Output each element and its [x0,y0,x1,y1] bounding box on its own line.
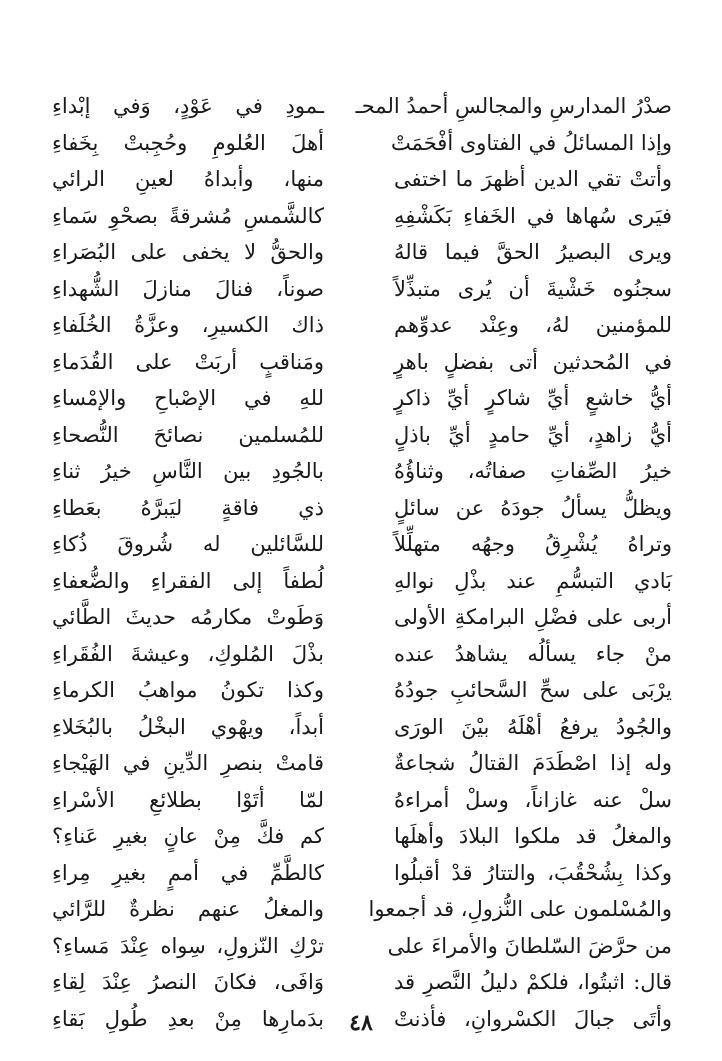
second-hemistich: ترْكِ النّزولِ، سِواه عِنْدَ مَساءِ؟ [52,933,324,958]
verse-line [52,964,672,1001]
second-hemistich: ذي فاقةٍ ليَبرَّهُ بعَطاءِ [52,495,324,520]
second-hemistich: وَافَى، فكانَ النصرُ عِنْدَ لِقاءِ [52,970,324,994]
first-hemistich: سلْ عنه غازاناً، وسلْ أمراءهُ [394,787,672,812]
second-hemistich: بدَمارِها مِنْ بعدِ طُولِ بَقاءِ [52,1006,324,1031]
first-hemistich: يرْبَى على سحِّ السَّحائبِ جودُهُ [394,678,672,702]
second-hemistich: قامتْ بنصرِ الدِّينِ في الهَيْجاءِ [52,751,324,775]
second-hemistich: والمغلُ عنهم نظرةٌ للرَّائي [52,897,324,921]
verse-line [52,928,672,965]
second-hemistich: وكذا تكونُ مواهبُ الكرماءِ [52,678,324,702]
verse-line [52,307,672,344]
second-hemistich: كالطَّمِّ في أممٍ بغيرِ مِراءِ [52,860,324,885]
verse-line [52,599,672,636]
first-hemistich: وإذا المسائلُ في الفتاوى أفْحَمَتْ [390,130,672,155]
second-hemistich: للسَّائلين له شُروقَ ذُكاءِ [52,532,324,556]
first-hemistich: وأتَى جبالَ الكسْروانِ، فأذنتْ [394,1006,672,1031]
verse-line [52,234,672,271]
verse-line [52,125,672,162]
second-hemistich: للهِ في الإصْباحِ والإمْساءِ [52,386,324,410]
verse-line [52,417,672,454]
first-hemistich: في المُحدثين أتى بفضلٍ باهرٍ [394,349,672,374]
first-hemistich: وأتتْ تقي الدين أظهرَ ما اختفى [394,167,672,191]
verse-line [52,672,672,709]
first-hemistich: بَادي التبسُّمِ عند بذْلِ نوالهِ [394,568,672,593]
second-hemistich: صوناً، فنالَ منازلَ الشُّهداءِ [52,276,324,301]
verse-line [52,344,672,381]
verse-line [52,891,672,928]
second-hemistich: منها، وأبداهُ لعينِ الرائي [52,167,324,191]
verse-line [52,198,672,235]
second-hemistich: كم فكَّ مِنْ عانٍ بغيرِ عَناءِ؟ [52,824,324,848]
verse-line [52,636,672,673]
second-hemistich: ـمودِ في عَوْدٍ، وَفي إبْداءِ [52,94,324,118]
poem-body [52,88,672,1037]
verse-line [52,490,672,527]
second-hemistich: وَطَوتْ مكارمُه حديثَ الطَّائي [52,605,324,629]
first-hemistich: خيرُ الصِّفاتِ صفاتُه، وثناؤُهُ [394,459,672,483]
second-hemistich: أهلَ العُلومِ وحُجِبتْ بِخَفاءِ [52,130,324,155]
first-hemistich: والجُودُ يرفعُ أهْلَهُ بيْنَ الورَى [394,714,672,739]
first-hemistich: ويظلُّ يسألُ جودَهُ عن سائلٍ [394,495,672,520]
verse-line [52,818,672,855]
verse-line [52,526,672,563]
second-hemistich: والحقُّ لا يخفى على البُصَراءِ [52,240,324,264]
first-hemistich: سجنُوه خَشْيةَ أن يُرى متبذِّلاً [394,276,672,301]
verse-line [52,709,672,746]
second-hemistich: لُطفاً إلى الفقراءِ والضُّعفاءِ [52,568,324,593]
second-hemistich: لمّا أتَوْا بطلائعِ الأسْراءِ [52,787,324,812]
verse-line [52,855,672,892]
second-hemistich: بذْلَ المُلوكِ، وعيشةَ الفُقَراءِ [52,641,324,666]
second-hemistich: للمُسلمين نصائحَ النُّصحاءِ [52,422,324,447]
first-hemistich: والمُسْلمون على النُّزولِ، قد أجمعوا [368,897,672,921]
verse-line [52,563,672,600]
first-hemistich: من حرَّضَ السّلطانَ والأمراءَ على [387,933,672,958]
verse-line [52,782,672,819]
first-hemistich: وتراهُ يُشْرِقُ وجهُه متهلِّلاً [394,532,672,556]
first-hemistich: فيَرى سُهاها في الخَفاءِ بَكَشْفِهِ [394,203,672,228]
second-hemistich: بالجُودِ بين النَّاسِ خيرُ ثناءِ [52,459,324,483]
verse-line [52,271,672,308]
first-hemistich: أربى على فضْلِ البرامكةِ الأولى [394,605,672,629]
verse-line [52,88,672,125]
verse-line [52,453,672,490]
first-hemistich: صدْرُ المدارسِ والمجالسِ أحمدُ المحـ [355,94,672,118]
second-hemistich: كالشَّمسِ مُشرقةً بصحْوِ سَماءِ [52,203,324,228]
second-hemistich: ذاك الكسيرِ، وعزَّةُ الخُلَفاءِ [52,313,324,337]
first-hemistich: منْ جاء يسألُه يشاهدُ عنده [394,641,672,666]
first-hemistich: وله إذا اصْطَدَمَ القتالُ شجاعةٌ [394,751,672,775]
second-hemistich: أبداً، ويهْوي البخْلُ بالبُخَلاءِ [52,714,324,739]
first-hemistich: ويرى البصيرُ الحقَّ فيما قالهُ [394,240,672,264]
verse-line [52,161,672,198]
verse-line [52,745,672,782]
first-hemistich: للمؤمنين لهُ، وعِنْد عدوِّهم [394,313,672,337]
page-number: ٤٨ [349,1010,373,1036]
first-hemistich: والمغلُ قد ملكوا البلادَ وأهلَها [394,824,672,848]
first-hemistich: قال: اثبتُوا، فلكمْ دليلُ النَّصرِ قد [394,970,672,994]
verse-line [52,380,672,417]
first-hemistich: وكذا بِشُحْقُبَ، والتتارُ قدْ أقبلُوا [394,860,672,885]
second-hemistich: ومَناقبٍ أربَتْ على القُدَماءِ [52,349,324,374]
first-hemistich: أيُّ خاشعٍ أيِّ شاكرٍ أيِّ ذاكرٍ [394,386,672,410]
first-hemistich: أيُّ زاهدٍ، أيِّ حامدٍ أيِّ باذلٍ [394,422,672,447]
